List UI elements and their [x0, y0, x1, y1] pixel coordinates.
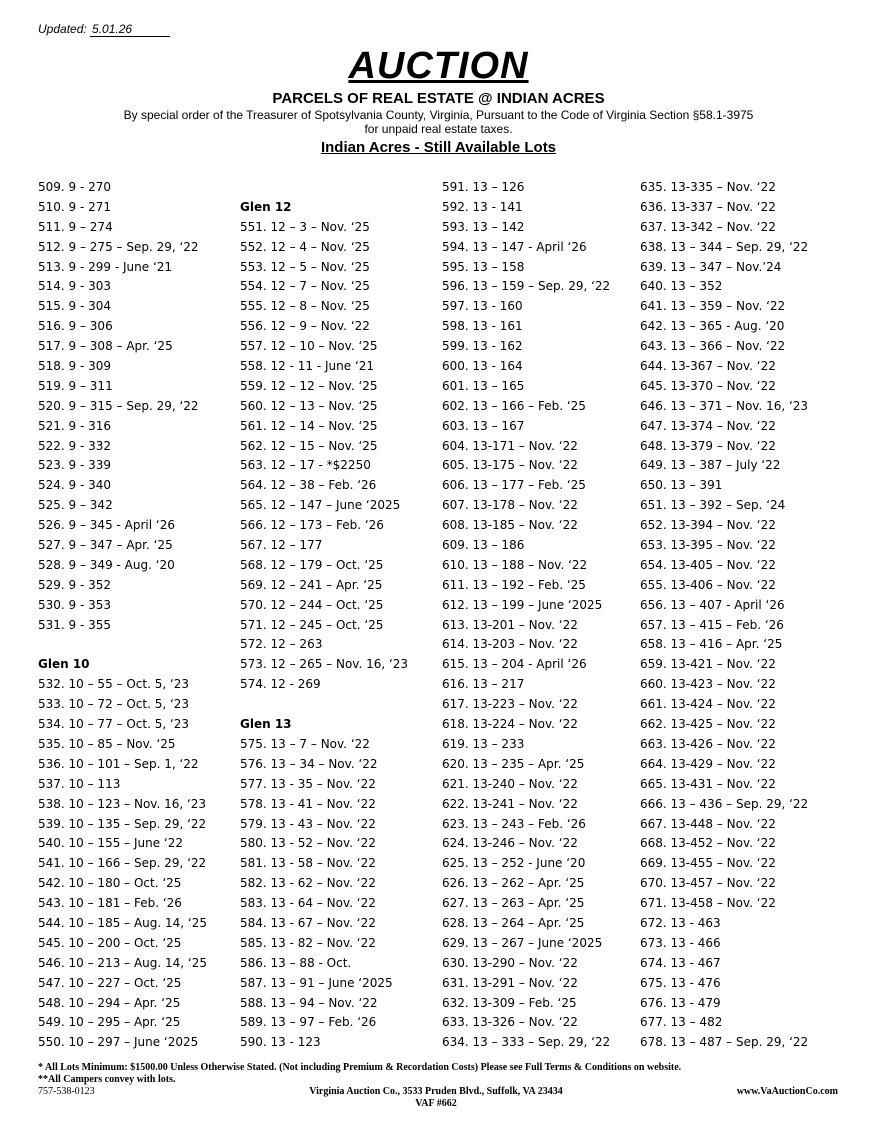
- lot-item: 672. 13 - 463: [640, 915, 721, 930]
- lot-item: 590. 13 - 123: [240, 1035, 321, 1050]
- lot-item: 520. 9 – 315 – Sep. 29, ‘22: [38, 398, 199, 413]
- lot-item: 577. 13 - 35 – Nov. ‘22: [240, 776, 376, 791]
- lot-item: 509. 9 - 270: [38, 180, 112, 194]
- page-title: AUCTION: [348, 45, 529, 87]
- lot-item: 602. 13 – 166 – Feb. ‘25: [442, 398, 586, 413]
- lot-item: 539. 10 – 135 – Sep. 29, ‘22: [38, 816, 207, 831]
- lot-item: 608. 13-185 – Nov. ‘22: [442, 518, 578, 533]
- lot-item: 657. 13 – 415 – Feb. ‘26: [640, 617, 784, 632]
- lot-item: 582. 13 - 62 – Nov. ‘22: [240, 876, 376, 891]
- lot-item: 620. 13 – 235 – Apr. ‘25: [442, 756, 585, 771]
- lots-column-2: [240, 178, 408, 1053]
- lot-item: 597. 13 - 160: [442, 299, 523, 314]
- lot-item: 591. 13 – 126: [442, 180, 525, 194]
- lots-column-1: [38, 178, 207, 1053]
- lot-item: 634. 13 – 333 – Sep. 29, ‘22: [442, 1035, 611, 1050]
- spacer-row: [38, 635, 207, 655]
- lot-item: 566. 12 – 173 – Feb. ‘26: [240, 518, 384, 533]
- lot-item: 541. 10 – 166 – Sep. 29, ‘22: [38, 856, 207, 871]
- lot-item: 548. 10 – 294 – Apr. ‘25: [38, 995, 181, 1010]
- spacer-row: [240, 178, 408, 198]
- lot-item: 540. 10 – 155 – June ‘22: [38, 836, 183, 851]
- lot-item: 587. 13 – 91 – June ‘2025: [240, 975, 393, 990]
- lot-item: 625. 13 – 252 - June ‘20: [442, 856, 586, 871]
- section-heading: Glen 10: [38, 657, 90, 672]
- lot-item: 607. 13-178 – Nov. ‘22: [442, 498, 578, 513]
- lot-item: 561. 12 – 14 – Nov. ‘25: [240, 418, 378, 433]
- lot-item: 569. 12 – 241 – Apr. ‘25: [240, 577, 383, 592]
- lots-columns: [0, 178, 877, 1050]
- lot-item: 571. 12 – 245 – Oct. ‘25: [240, 617, 384, 632]
- lot-item: 511. 9 – 274: [38, 219, 113, 234]
- lots-column-4: [640, 178, 808, 1053]
- lot-item: 610. 13 – 188 – Nov. ‘22: [442, 557, 588, 572]
- lot-item: 568. 12 – 179 – Oct. ‘25: [240, 557, 384, 572]
- lot-item: 532. 10 – 55 – Oct. 5, ‘23: [38, 677, 190, 692]
- lot-item: 611. 13 – 192 – Feb. ‘25: [442, 577, 586, 592]
- lot-item: 674. 13 - 467: [640, 955, 721, 970]
- lot-item: 551. 12 – 3 – Nov. ‘25: [240, 219, 370, 234]
- lot-item: 530. 9 - 353: [38, 597, 112, 612]
- lot-item: 533. 10 – 72 – Oct. 5, ‘23: [38, 697, 190, 712]
- lot-item: 635. 13-335 – Nov. ‘22: [640, 180, 776, 194]
- footer-note-campers: **All Campers convey with lots.: [38, 1074, 176, 1085]
- lot-item: 589. 13 – 97 – Feb. ‘26: [240, 1015, 377, 1030]
- updated-label: Updated:: [38, 22, 87, 36]
- lot-item: 596. 13 – 159 – Sep. 29, ‘22: [442, 279, 611, 294]
- lot-item: 619. 13 – 233: [442, 736, 525, 751]
- lot-item: 526. 9 – 345 - April ‘26: [38, 518, 175, 533]
- lot-item: 522. 9 - 332: [38, 438, 112, 453]
- lot-item: 678. 13 – 487 – Sep. 29, ‘22: [640, 1035, 809, 1050]
- lot-item: 562. 12 – 15 – Nov. ‘25: [240, 438, 378, 453]
- lot-item: 671. 13-458 – Nov. ‘22: [640, 896, 776, 911]
- lot-item: 513. 9 - 299 - June ‘21: [38, 259, 173, 274]
- lot-item: 650. 13 – 391: [640, 478, 723, 493]
- lot-item: 626. 13 – 262 – Apr. ‘25: [442, 876, 585, 891]
- lot-item: 525. 9 – 342: [38, 498, 113, 513]
- lot-item: 570. 12 – 244 – Oct. ‘25: [240, 597, 384, 612]
- lot-item: 523. 9 - 339: [38, 458, 112, 473]
- lot-item: 630. 13-290 – Nov. ‘22: [442, 955, 578, 970]
- lot-item: 579. 13 - 43 – Nov. ‘22: [240, 816, 376, 831]
- lot-item: 521. 9 - 316: [38, 418, 112, 433]
- lot-item: 572. 12 – 263: [240, 637, 323, 652]
- lot-item: 637. 13-342 – Nov. ‘22: [640, 219, 776, 234]
- updated-line: [38, 22, 170, 37]
- lot-item: 646. 13 – 371 – Nov. 16, ‘23: [640, 398, 809, 413]
- lot-item: 578. 13 - 41 – Nov. ‘22: [240, 796, 376, 811]
- lot-item: 583. 13 - 64 – Nov. ‘22: [240, 896, 376, 911]
- lot-item: 550. 10 – 297 – June ‘2025: [38, 1035, 199, 1050]
- lot-item: 565. 12 – 147 – June ‘2025: [240, 498, 401, 513]
- footer-website-link[interactable]: www.VaAuctionCo.com: [736, 1086, 838, 1097]
- lot-item: 564. 12 – 38 – Feb. ‘26: [240, 478, 377, 493]
- lot-item: 677. 13 – 482: [640, 1015, 723, 1030]
- lot-item: 588. 13 – 94 – Nov. ‘22: [240, 995, 378, 1010]
- lot-item: 584. 13 - 67 – Nov. ‘22: [240, 915, 376, 930]
- lot-item: 542. 10 – 180 – Oct. ‘25: [38, 876, 182, 891]
- footer-note-minimum: * All Lots Minimum: $1500.00 Unless Otherwise Stated. (Not including Premium & Recordation Costs) Please see Full Terms & Conditions on website.: [38, 1062, 682, 1073]
- lot-item: 660. 13-423 – Nov. ‘22: [640, 677, 776, 692]
- lot-item: 627. 13 – 263 – Apr. ‘25: [442, 896, 585, 911]
- lot-item: 662. 13-425 – Nov. ‘22: [640, 717, 776, 732]
- lot-item: 575. 13 – 7 – Nov. ‘22: [240, 736, 370, 751]
- lot-item: 668. 13-452 – Nov. ‘22: [640, 836, 776, 851]
- lot-item: 558. 12 - 11 - June ‘21: [240, 359, 375, 374]
- lot-item: 624. 13-246 – Nov. ‘22: [442, 836, 578, 851]
- lot-item: 664. 13-429 – Nov. ‘22: [640, 756, 776, 771]
- lot-item: 576. 13 – 34 – Nov. ‘22: [240, 756, 378, 771]
- lot-item: 640. 13 – 352: [640, 279, 723, 294]
- lot-item: 628. 13 – 264 – Apr. ‘25: [442, 915, 585, 930]
- lot-item: 517. 9 – 308 – Apr. ‘25: [38, 339, 173, 354]
- lot-item: 546. 10 – 213 – Aug. 14, ‘25: [38, 955, 208, 970]
- lot-item: 651. 13 – 392 – Sep. ‘24: [640, 498, 786, 513]
- section-heading: Glen 12: [240, 199, 292, 214]
- lot-item: 629. 13 – 267 – June ‘2025: [442, 935, 603, 950]
- lot-item: 614. 13-203 – Nov. ‘22: [442, 637, 578, 652]
- lot-item: 654. 13-405 – Nov. ‘22: [640, 557, 776, 572]
- lot-item: 648. 13-379 – Nov. ‘22: [640, 438, 776, 453]
- lot-item: 600. 13 - 164: [442, 359, 523, 374]
- page-subtitle: PARCELS OF REAL ESTATE @ INDIAN ACRES: [272, 90, 605, 107]
- lot-item: 529. 9 - 352: [38, 577, 112, 592]
- updated-date: 5.01.26: [90, 22, 170, 37]
- lot-item: 603. 13 – 167: [442, 418, 525, 433]
- lot-item: 537. 10 – 113: [38, 776, 121, 791]
- lot-item: 622. 13-241 – Nov. ‘22: [442, 796, 578, 811]
- lot-item: 655. 13-406 – Nov. ‘22: [640, 577, 776, 592]
- lot-item: 524. 9 - 340: [38, 478, 112, 493]
- lot-item: 621. 13-240 – Nov. ‘22: [442, 776, 578, 791]
- lot-item: 514. 9 - 303: [38, 279, 112, 294]
- lot-item: 527. 9 – 347 – Apr. ‘25: [38, 538, 173, 553]
- lot-item: 574. 12 - 269: [240, 677, 321, 692]
- lot-item: 516. 9 – 306: [38, 319, 113, 334]
- lot-item: 557. 12 – 10 – Nov. ‘25: [240, 339, 378, 354]
- lot-item: 553. 12 – 5 – Nov. ‘25: [240, 259, 370, 274]
- lot-item: 638. 13 – 344 – Sep. 29, ‘22: [640, 239, 809, 254]
- footer-vaf-number: VAF #662: [415, 1098, 457, 1109]
- lot-item: 604. 13-171 – Nov. ‘22: [442, 438, 578, 453]
- lot-item: 512. 9 – 275 – Sep. 29, ‘22: [38, 239, 199, 254]
- lot-item: 643. 13 – 366 – Nov. ‘22: [640, 339, 786, 354]
- lot-item: 598. 13 - 161: [442, 319, 523, 334]
- lot-item: 510. 9 - 271: [38, 199, 112, 214]
- lot-item: 605. 13-175 – Nov. ‘22: [442, 458, 578, 473]
- lot-item: 612. 13 – 199 – June ‘2025: [442, 597, 603, 612]
- lots-column-3: [442, 178, 610, 1053]
- lot-item: 647. 13-374 – Nov. ‘22: [640, 418, 776, 433]
- lot-item: 586. 13 – 88 - Oct.: [240, 955, 352, 970]
- footer-company-address: Virginia Auction Co., 3533 Pruden Blvd., Suffolk, VA 23434: [309, 1086, 563, 1097]
- lot-item: 567. 12 – 177: [240, 538, 323, 553]
- lot-item: 644. 13-367 – Nov. ‘22: [640, 359, 776, 374]
- lot-item: 538. 10 – 123 – Nov. 16, ‘23: [38, 796, 207, 811]
- document-footer: [38, 1062, 838, 1110]
- document-header: [0, 44, 877, 157]
- lot-item: 543. 10 – 181 – Feb. ‘26: [38, 896, 182, 911]
- lot-item: 552. 12 – 4 – Nov. ‘25: [240, 239, 370, 254]
- lot-item: 580. 13 - 52 – Nov. ‘22: [240, 836, 376, 851]
- lot-item: 636. 13-337 – Nov. ‘22: [640, 199, 776, 214]
- lot-item: 585. 13 - 82 – Nov. ‘22: [240, 935, 376, 950]
- lot-item: 535. 10 – 85 – Nov. ‘25: [38, 736, 176, 751]
- footer-phone: 757-538-0123: [38, 1086, 95, 1097]
- lot-item: 616. 13 – 217: [442, 677, 525, 692]
- lot-item: 615. 13 – 204 - April ‘26: [442, 657, 587, 672]
- lot-item: 639. 13 – 347 – Nov.’24: [640, 259, 782, 274]
- lot-item: 609. 13 – 186: [442, 538, 525, 553]
- lot-item: 594. 13 – 147 - April ‘26: [442, 239, 587, 254]
- lot-item: 670. 13-457 – Nov. ‘22: [640, 876, 776, 891]
- legal-description-line-2: for unpaid real estate taxes.: [364, 122, 513, 136]
- lot-item: 631. 13-291 – Nov. ‘22: [442, 975, 578, 990]
- lot-item: 560. 12 – 13 – Nov. ‘25: [240, 398, 378, 413]
- lot-item: 555. 12 – 8 – Nov. ‘25: [240, 299, 370, 314]
- lot-item: 531. 9 - 355: [38, 617, 112, 632]
- lot-item: 547. 10 – 227 – Oct. ‘25: [38, 975, 182, 990]
- lot-item: 661. 13-424 – Nov. ‘22: [640, 697, 776, 712]
- lot-item: 632. 13-309 – Feb. ‘25: [442, 995, 577, 1010]
- lot-item: 675. 13 - 476: [640, 975, 721, 990]
- lot-item: 581. 13 - 58 – Nov. ‘22: [240, 856, 376, 871]
- lot-item: 656. 13 – 407 - April ‘26: [640, 597, 785, 612]
- lot-item: 633. 13-326 – Nov. ‘22: [442, 1015, 578, 1030]
- lot-item: 669. 13-455 – Nov. ‘22: [640, 856, 776, 871]
- lot-item: 676. 13 - 479: [640, 995, 721, 1010]
- lot-item: 536. 10 – 101 – Sep. 1, ‘22: [38, 756, 199, 771]
- lot-item: 642. 13 – 365 - Aug. ‘20: [640, 319, 785, 334]
- lot-item: 559. 12 – 12 – Nov. ‘25: [240, 378, 378, 393]
- lot-item: 554. 12 – 7 – Nov. ‘25: [240, 279, 370, 294]
- lot-item: 666. 13 – 436 – Sep. 29, ‘22: [640, 796, 809, 811]
- lot-item: 518. 9 - 309: [38, 359, 112, 374]
- lot-item: 652. 13-394 – Nov. ‘22: [640, 518, 776, 533]
- lot-item: 623. 13 – 243 – Feb. ‘26: [442, 816, 586, 831]
- lot-item: 528. 9 – 349 - Aug. ‘20: [38, 557, 175, 572]
- lot-item: 653. 13-395 – Nov. ‘22: [640, 538, 776, 553]
- lot-item: 618. 13-224 – Nov. ‘22: [442, 717, 578, 732]
- lot-item: 573. 12 – 265 – Nov. 16, ‘23: [240, 657, 409, 672]
- lot-item: 545. 10 – 200 – Oct. ‘25: [38, 935, 182, 950]
- lot-item: 641. 13 – 359 – Nov. ‘22: [640, 299, 786, 314]
- lot-item: 667. 13-448 – Nov. ‘22: [640, 816, 776, 831]
- lot-item: 658. 13 – 416 – Apr. ‘25: [640, 637, 783, 652]
- lot-item: 645. 13-370 – Nov. ‘22: [640, 378, 776, 393]
- lot-item: 595. 13 – 158: [442, 259, 525, 274]
- lot-item: 544. 10 – 185 – Aug. 14, ‘25: [38, 915, 208, 930]
- lot-item: 592. 13 - 141: [442, 199, 523, 214]
- lot-item: 515. 9 - 304: [38, 299, 112, 314]
- lot-item: 556. 12 – 9 – Nov. ‘22: [240, 319, 370, 334]
- spacer-row: [240, 695, 408, 715]
- lot-item: 659. 13-421 – Nov. ‘22: [640, 657, 776, 672]
- lot-item: 649. 13 – 387 – July ‘22: [640, 458, 781, 473]
- lot-item: 606. 13 – 177 – Feb. ‘25: [442, 478, 586, 493]
- lot-item: 563. 12 – 17 - *$2250: [240, 458, 371, 473]
- lot-item: 665. 13-431 – Nov. ‘22: [640, 776, 776, 791]
- section-heading: Glen 13: [240, 717, 292, 732]
- section-title: Indian Acres - Still Available Lots: [320, 139, 557, 156]
- lot-item: 534. 10 – 77 – Oct. 5, ‘23: [38, 717, 190, 732]
- lot-item: 613. 13-201 – Nov. ‘22: [442, 617, 578, 632]
- lot-item: 549. 10 – 295 – Apr. ‘25: [38, 1015, 181, 1030]
- lot-item: 519. 9 – 311: [38, 378, 113, 393]
- legal-description-line-1: By special order of the Treasurer of Spotsylvania County, Virginia, Pursuant to the Code of Virginia Section §58.1-3975: [123, 108, 754, 122]
- lot-item: 593. 13 – 142: [442, 219, 525, 234]
- lot-item: 673. 13 - 466: [640, 935, 721, 950]
- lot-item: 599. 13 - 162: [442, 339, 523, 354]
- lot-item: 601. 13 – 165: [442, 378, 525, 393]
- lot-item: 663. 13-426 – Nov. ‘22: [640, 736, 776, 751]
- lot-item: 617. 13-223 – Nov. ‘22: [442, 697, 578, 712]
